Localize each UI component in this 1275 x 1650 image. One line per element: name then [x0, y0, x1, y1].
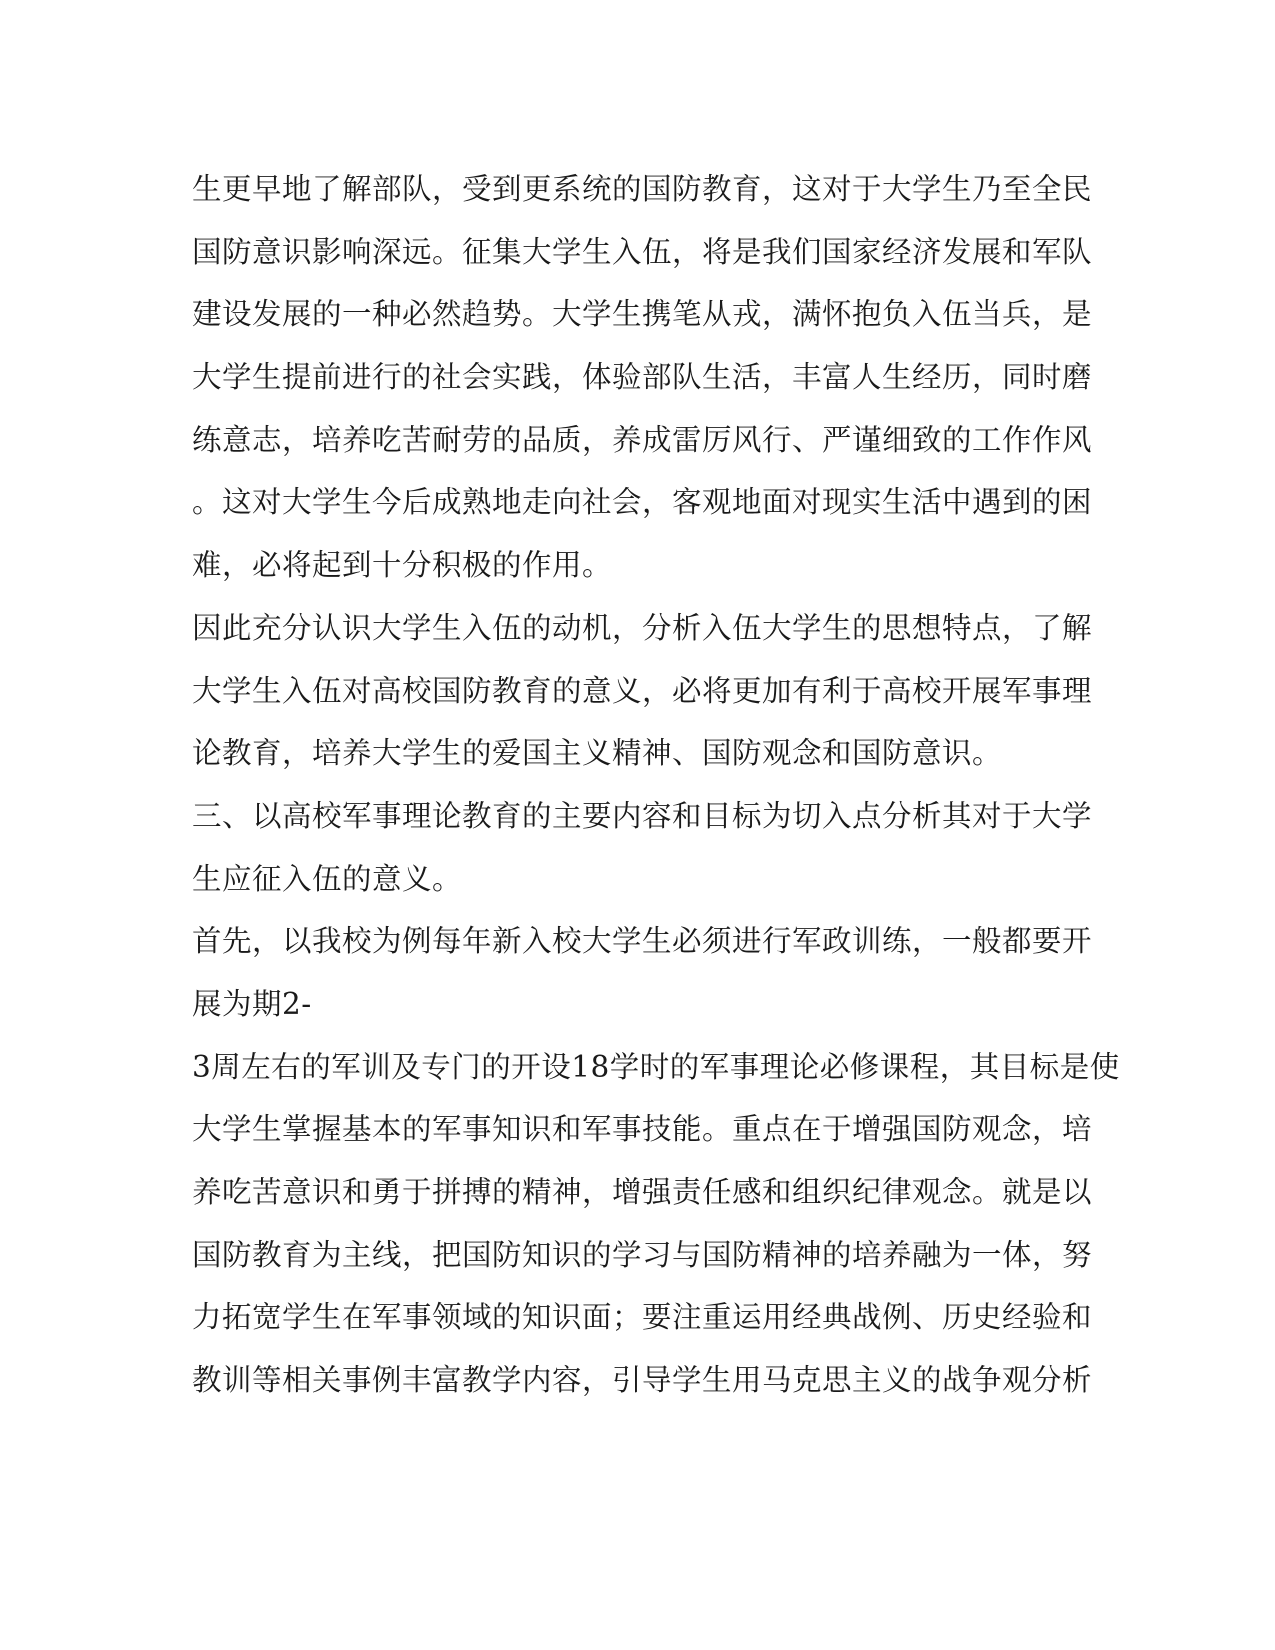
text-line: 首先，以我校为例每年新入校大学生必须进行军政训练，一般都要开: [192, 924, 1093, 959]
text-line: 3周左右的军训及专门的开设18学时的军事理论必修课程，其目标是使: [192, 1049, 1120, 1084]
text-line: 大学生提前进行的社会实践，体验部队生活，丰富人生经历，同时磨: [192, 360, 1093, 395]
text-line: 。这对大学生今后成熟地走向社会，客观地面对现实生活中遇到的困: [192, 485, 1093, 520]
text-line: 力拓宽学生在军事领域的知识面；要注重运用经典战例、历史经验和: [192, 1300, 1093, 1335]
text-line: 大学生入伍对高校国防教育的意义，必将更加有利于高校开展军事理: [192, 673, 1093, 708]
text-line: 因此充分认识大学生入伍的动机，分析入伍大学生的思想特点，了解: [192, 610, 1093, 645]
text-line: 国防意识影响深远。征集大学生入伍，将是我们国家经济发展和军队: [192, 234, 1093, 269]
section-heading-line: 生应征入伍的意义。: [192, 861, 463, 896]
text-line: 养吃苦意识和勇于拼搏的精神，增强责任感和组织纪律观念。就是以: [192, 1175, 1093, 1209]
text-line: 生更早地了解部队，受到更系统的国防教育，这对于大学生乃至全民: [192, 172, 1093, 206]
text-line: 论教育，培养大学生的爱国主义精神、国防观念和国防意识。: [192, 736, 1003, 771]
text-line: 国防教育为主线，把国防知识的学习与国防精神的培养融为一体，努: [192, 1237, 1093, 1272]
text-line: 建设发展的一种必然趋势。大学生携笔从戎，满怀抱负入伍当兵，是: [192, 297, 1093, 332]
text-line: 教训等相关事例丰富教学内容，引导学生用马克思主义的战争观分析: [192, 1363, 1093, 1398]
body-text: [192, 158, 1120, 1412]
text-line: 展为期2-: [192, 986, 312, 1021]
text-line: 难，必将起到十分积极的作用。: [192, 548, 613, 583]
section-heading-line: 三、以高校军事理论教育的主要内容和目标为切入点分析其对于大学: [192, 798, 1093, 833]
text-line: 大学生掌握基本的军事知识和军事技能。重点在于增强国防观念，培: [192, 1112, 1093, 1147]
text-line: 练意志，培养吃苦耐劳的品质，养成雷厉风行、严谨细致的工作作风: [192, 422, 1093, 457]
